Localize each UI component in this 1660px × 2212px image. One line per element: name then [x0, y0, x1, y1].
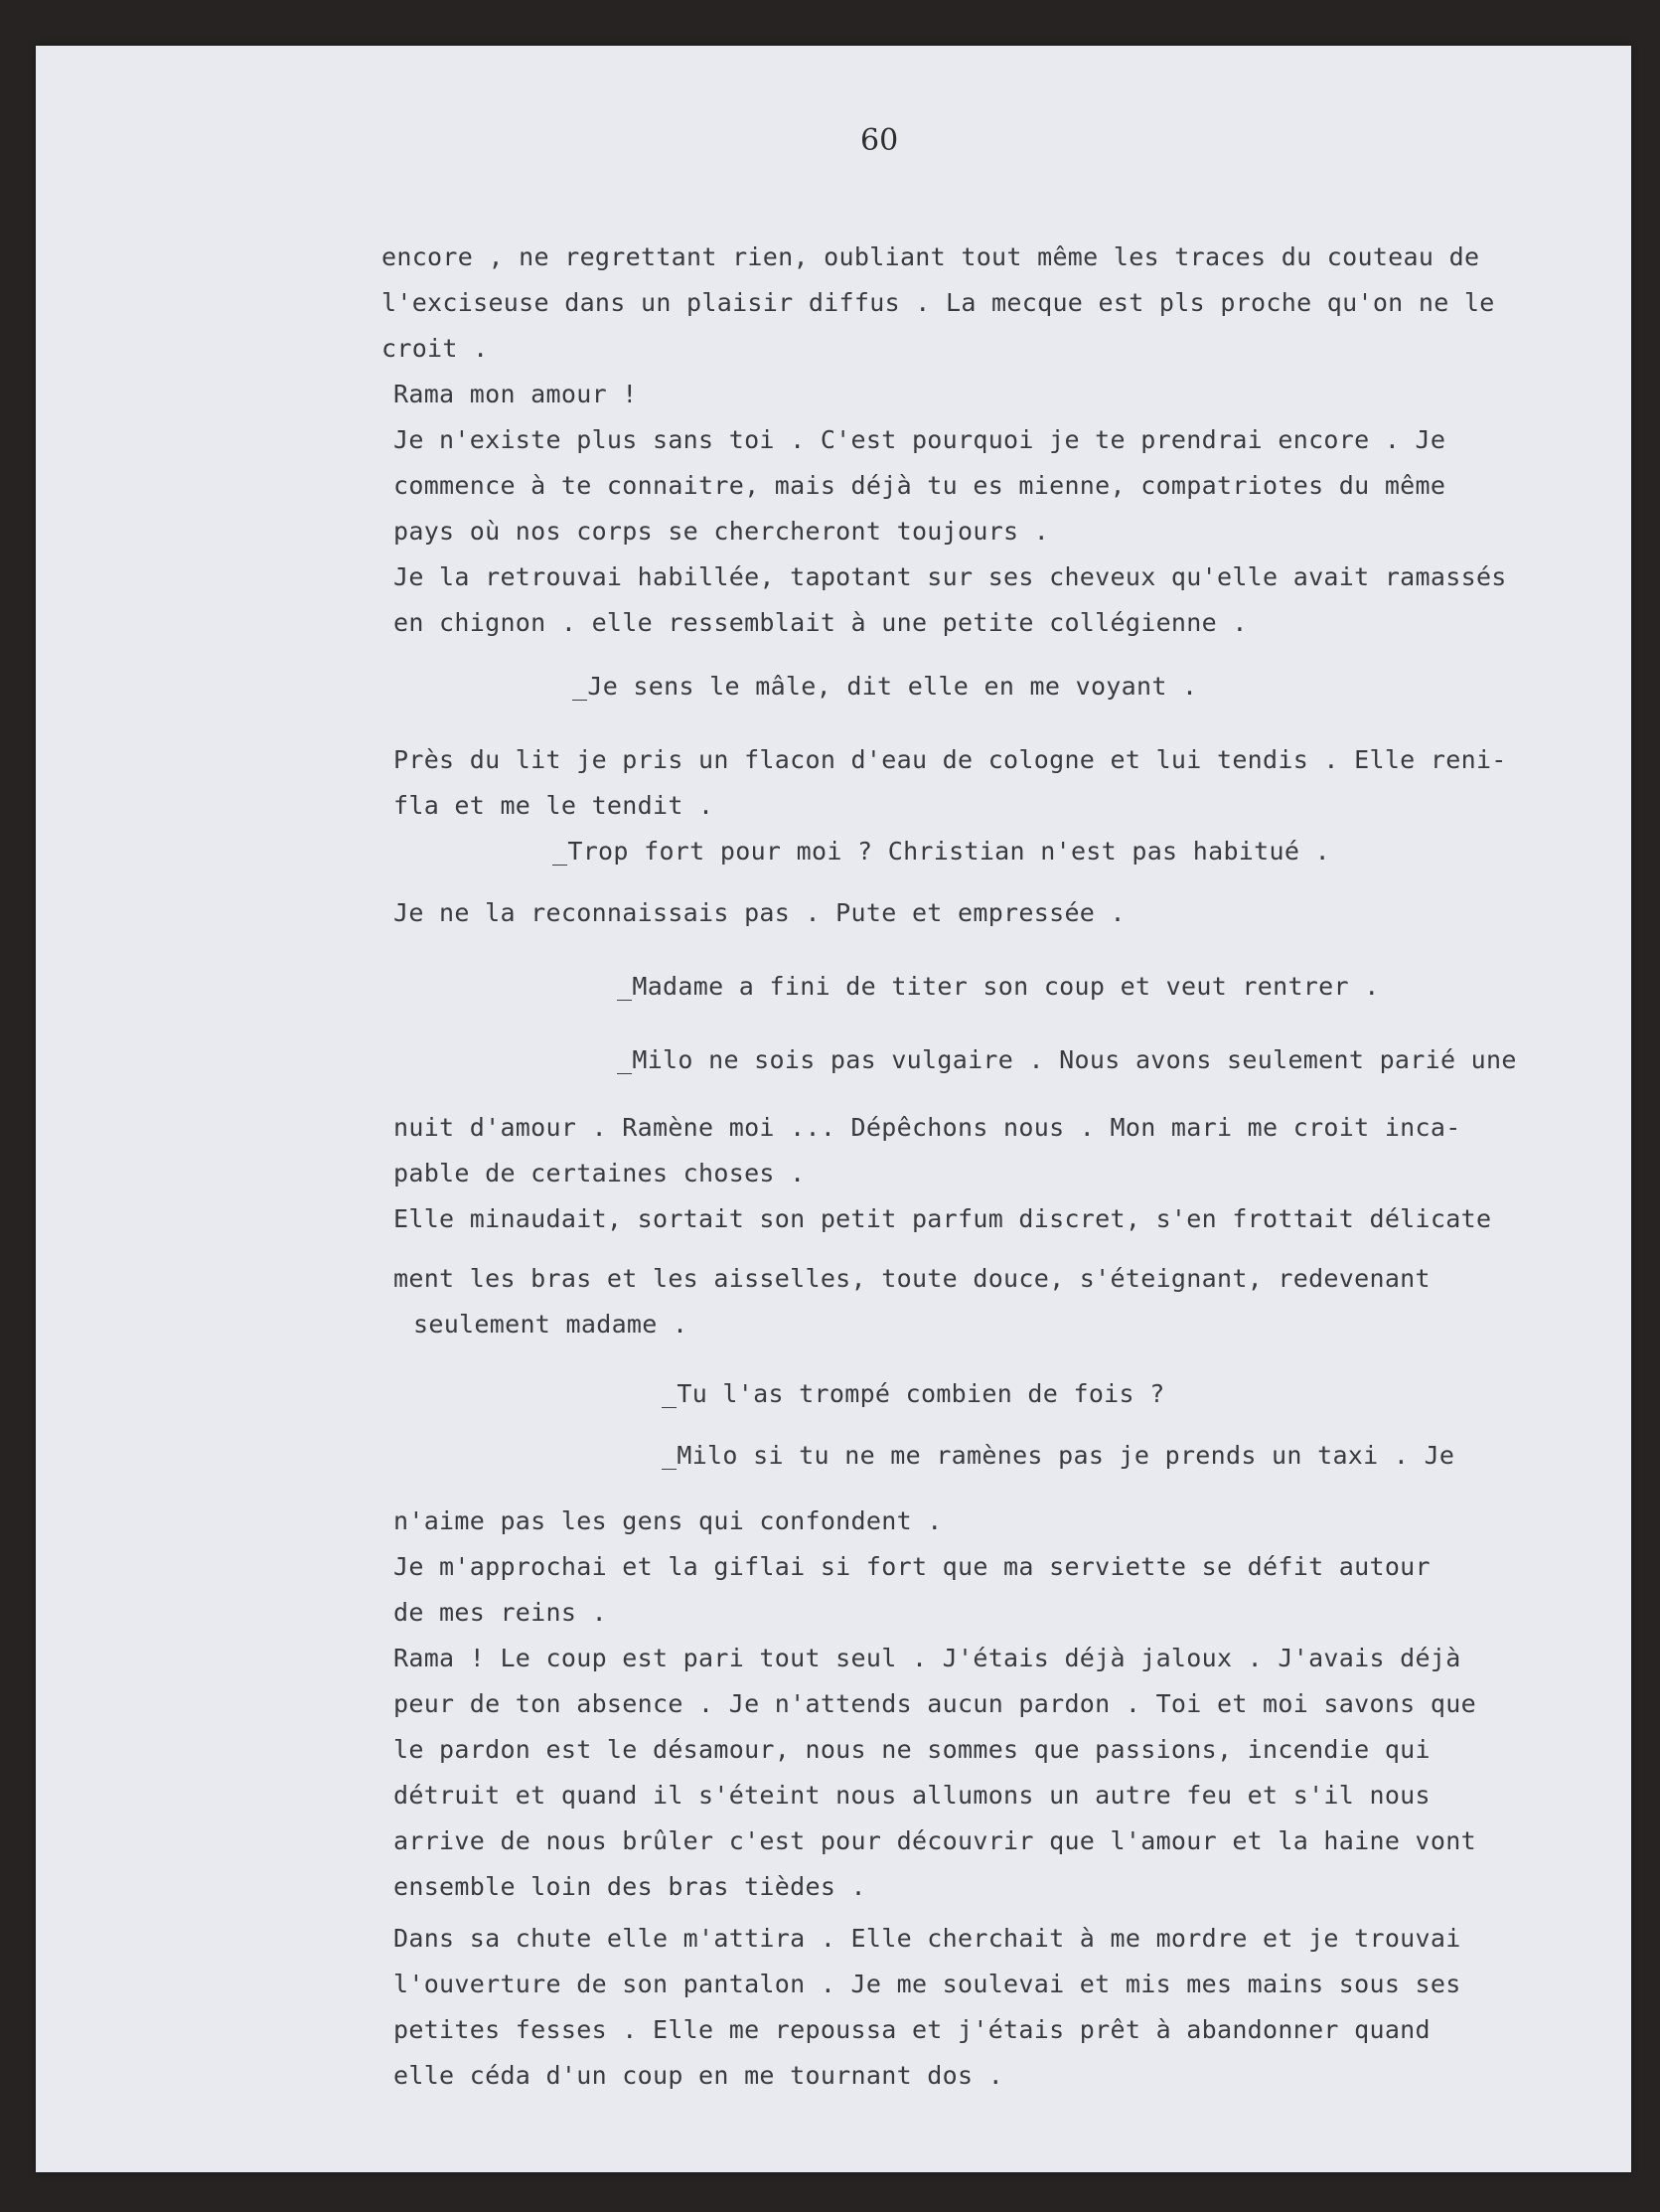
- text-line: Je la retrouvai habillée, tapotant sur ses cheveux qu'elle avait ramassés: [393, 562, 1507, 591]
- text-line: Rama ! Le coup est pari tout seul . J'étais déjà jaloux . J'avais déjà: [393, 1644, 1461, 1672]
- text-line: Je m'approchai et la giflai si fort que ma serviette se défit autour: [393, 1552, 1431, 1581]
- text-line: Près du lit je pris un flacon d'eau de cologne et lui tendis . Elle reni-: [393, 745, 1507, 774]
- typewritten-page: [36, 46, 1631, 2172]
- text-line: commence à te connaitre, mais déjà tu es mienne, compatriotes du même: [393, 471, 1446, 500]
- text-line: ment les bras et les aisselles, toute douce, s'éteignant, redevenant: [393, 1264, 1431, 1293]
- text-line: peur de ton absence . Je n'attends aucun pardon . Toi et moi savons que: [393, 1689, 1476, 1718]
- text-line: pable de certaines choses .: [393, 1159, 806, 1187]
- text-line: elle céda d'un coup en me tournant dos .: [393, 2061, 1004, 2090]
- text-line: Elle minaudait, sortait son petit parfum discret, s'en frottait délicate: [393, 1204, 1492, 1233]
- text-line: n'aime pas les gens qui confondent .: [393, 1506, 943, 1535]
- text-line: petites fesses . Elle me repoussa et j'étais prêt à abandonner quand: [393, 2015, 1431, 2044]
- dialogue-line: _Trop fort pour moi ? Christian n'est pas habitué .: [552, 837, 1330, 866]
- dialogue-line: _Tu l'as trompé combien de fois ?: [662, 1379, 1165, 1408]
- dialogue-line: _Milo ne sois pas vulgaire . Nous avons seulement parié une: [617, 1045, 1517, 1074]
- text-line: Je n'existe plus sans toi . C'est pourquoi je te prendrai encore . Je: [393, 425, 1446, 454]
- dialogue-line: _Milo si tu ne me ramènes pas je prends un taxi . Je: [662, 1441, 1455, 1470]
- text-line: ensemble loin des bras tièdes .: [393, 1872, 866, 1901]
- text-line: Je ne la reconnaissais pas . Pute et empressée .: [393, 898, 1126, 927]
- text-line: en chignon . elle ressemblait à une petite collégienne .: [393, 608, 1248, 637]
- text-line: fla et me le tendit .: [393, 791, 714, 820]
- text-line: arrive de nous brûler c'est pour découvrir que l'amour et la haine vont: [393, 1826, 1476, 1855]
- text-line: encore , ne regrettant rien, oubliant tout même les traces du couteau de: [381, 242, 1480, 271]
- page-number: 60: [860, 123, 899, 158]
- dialogue-line: _Madame a fini de titer son coup et veut rentrer .: [617, 972, 1380, 1001]
- dialogue-line: _Je sens le mâle, dit elle en me voyant .: [572, 672, 1198, 701]
- text-line: Rama mon amour !: [393, 380, 638, 408]
- text-line: détruit et quand il s'éteint nous allumons un autre feu et s'il nous: [393, 1781, 1431, 1810]
- text-line: l'ouverture de son pantalon . Je me soulevai et mis mes mains sous ses: [393, 1970, 1461, 1998]
- text-line: l'exciseuse dans un plaisir diffus . La mecque est pls proche qu'on ne le: [381, 288, 1495, 317]
- text-line: Dans sa chute elle m'attira . Elle cherchait à me mordre et je trouvai: [393, 1924, 1461, 1953]
- text-line: de mes reins .: [393, 1598, 607, 1627]
- text-line: le pardon est le désamour, nous ne sommes que passions, incendie qui: [393, 1735, 1431, 1764]
- text-line: nuit d'amour . Ramène moi ... Dépêchons nous . Mon mari me croit inca-: [393, 1113, 1461, 1142]
- text-line: seulement madame .: [413, 1310, 688, 1339]
- text-line: croit .: [381, 334, 489, 363]
- text-line: pays où nos corps se chercheront toujours .: [393, 517, 1050, 546]
